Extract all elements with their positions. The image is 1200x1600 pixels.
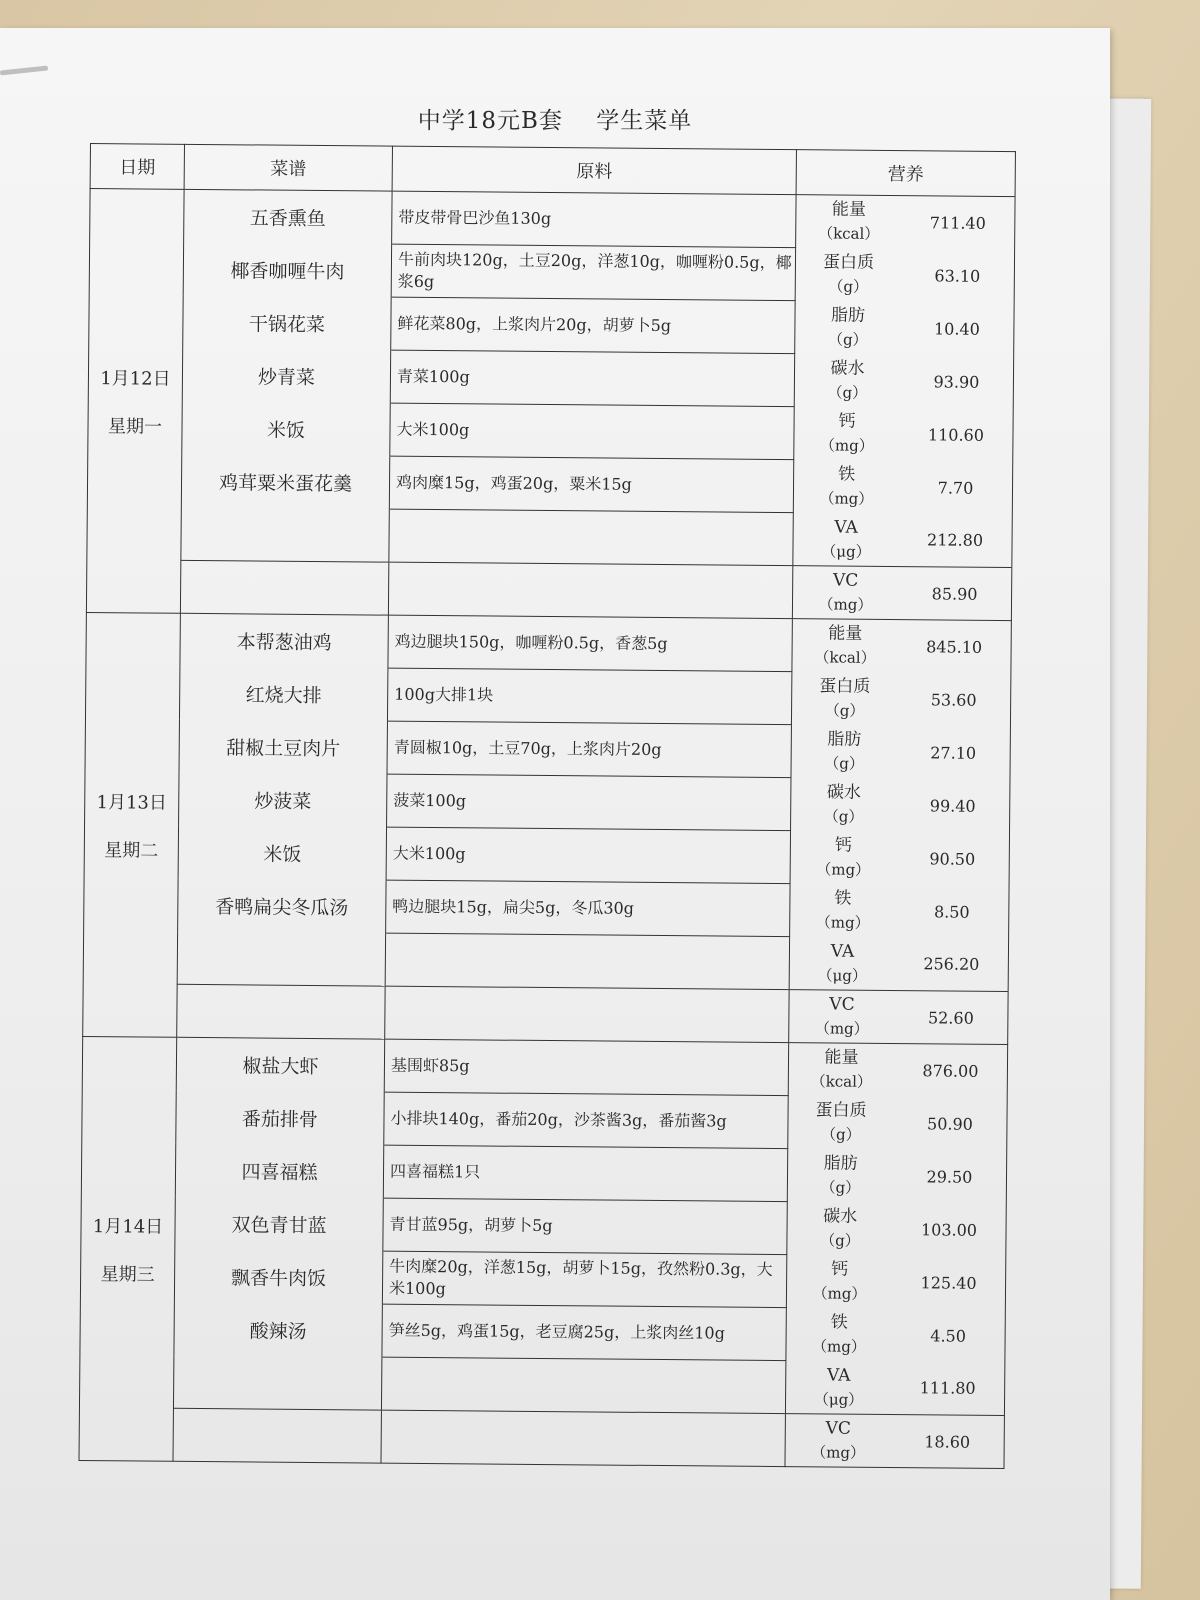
nutrient-label: [795, 303, 900, 352]
nutrition-entry: [796, 248, 1014, 302]
nutrient-unit: （mg）: [812, 1284, 867, 1303]
nutrient-label: [790, 886, 895, 935]
nutrition-cell: [792, 619, 1011, 674]
table-row: [88, 347, 1013, 408]
ingredients: 青菜100g: [390, 350, 794, 407]
nutrient-name: 脂肪: [827, 729, 862, 750]
table-row: [85, 718, 1010, 779]
nutrient-unit: （mg）: [815, 913, 870, 932]
nutrient-name: 脂肪: [830, 305, 866, 326]
ingredients: 大米100g: [386, 827, 790, 884]
nutrition-cell: [786, 1308, 1005, 1363]
nutrient-unit: （g）: [827, 330, 868, 349]
nutrient-name: 蛋白质: [822, 252, 875, 273]
nutrition-cell: [789, 990, 1008, 1045]
nutrient-name: 铁: [830, 1312, 848, 1333]
nutrient-value: 50.90: [926, 1113, 973, 1134]
nutrition-entry: [789, 1043, 1007, 1097]
nutrient-name: 能量: [824, 1047, 859, 1068]
nutrient-name: VC: [825, 1418, 852, 1439]
nutrition-cell: [796, 195, 1015, 250]
dish-name: [173, 1355, 381, 1410]
table-row: [85, 771, 1010, 832]
nutrient-value: 110.60: [927, 424, 985, 445]
dish-name: 红烧大排: [179, 666, 387, 721]
nutrient-label: [788, 1151, 893, 1200]
ingredients: 100g大排1块: [387, 668, 791, 725]
ingredients: 大米100g: [390, 403, 794, 460]
dish-name: 本帮葱油鸡: [180, 613, 388, 668]
nutrient-name: 钙: [838, 411, 856, 432]
nutrition-cell: [787, 1202, 1006, 1257]
nutrition-entry: [790, 884, 1008, 938]
nutrition-cell: [795, 301, 1014, 356]
dish-name: [181, 507, 389, 562]
nutrient-unit: （g）: [827, 383, 868, 402]
nutrition-cell: [791, 778, 1010, 833]
nutrition-entry: [793, 566, 1011, 620]
nutrient-label: [791, 833, 896, 882]
dish-name: 飘香牛肉饭: [174, 1249, 382, 1304]
nutrient-name: VA: [830, 941, 855, 962]
menu-body: [79, 189, 1015, 1469]
nutrition-entry: [796, 195, 1014, 249]
nutrient-value: 10.40: [933, 318, 980, 339]
nutrition-cell: [794, 407, 1013, 462]
table-row: [87, 506, 1012, 567]
date-label: 1月14日: [92, 1215, 164, 1238]
nutrition-entry: [791, 831, 1009, 885]
ingredients: 带皮带骨巴沙鱼130g: [392, 191, 796, 248]
nutrition-entry: [794, 407, 1012, 461]
nutrient-label: [795, 356, 900, 405]
nutrition-entry: [795, 301, 1013, 355]
ingredients: 鲜花菜80g，上浆肉片20g，胡萝卜5g: [391, 297, 795, 354]
nutrient-label: [793, 515, 898, 564]
nutrient-value: 256.20: [923, 954, 980, 975]
table-row: [86, 559, 1011, 620]
ingredients: 基围虾85g: [384, 1039, 788, 1096]
nutrient-name: VA: [834, 517, 858, 538]
nutrient-unit: （g）: [824, 754, 864, 773]
page-title: 中学18元B套 学生菜单: [417, 108, 693, 134]
nutrient-label: [786, 1310, 891, 1359]
dish-name: 米饭: [178, 825, 386, 880]
ingredients: [389, 509, 793, 566]
nutrient-name: 能量: [828, 623, 863, 645]
nutrition-cell: [787, 1149, 1006, 1204]
nutrient-value: 93.90: [933, 371, 980, 392]
nutrient-unit: （mg）: [812, 1337, 867, 1356]
header-ingredients: 原料: [392, 146, 796, 195]
nutrient-value: 18.60: [924, 1431, 971, 1452]
nutrition-cell: [786, 1255, 1005, 1310]
nutrient-value: 711.40: [929, 213, 986, 233]
nutrition-cell: [795, 248, 1014, 303]
nutrient-unit: （mg）: [819, 489, 874, 508]
ingredients: 青圆椒10g，土豆70g，上浆肉片20g: [387, 721, 791, 778]
nutrient-label: [786, 1363, 891, 1412]
nutrient-value: 52.60: [927, 1007, 974, 1028]
dish-name: [177, 984, 385, 1039]
nutrition-entry: [794, 460, 1012, 514]
ingredients: [381, 1410, 785, 1467]
dish-name: 番茄排骨: [176, 1090, 384, 1145]
nutrient-label: [793, 568, 898, 617]
dish-name: [180, 560, 388, 615]
nutrition-cell: [788, 1043, 1007, 1098]
table-row: [81, 1142, 1006, 1203]
nutrition-cell: [791, 672, 1010, 727]
nutrition-entry: [792, 619, 1010, 673]
table-row: [85, 665, 1010, 726]
nutrient-unit: （mg）: [811, 1443, 866, 1462]
table-row: [80, 1248, 1005, 1309]
nutrient-unit: （g）: [824, 701, 865, 720]
dish-name: [177, 931, 385, 986]
nutrition-cell: [785, 1361, 1004, 1416]
header-date: 日期: [90, 144, 184, 190]
nutrition-entry: [795, 354, 1013, 408]
table-row: [80, 1301, 1005, 1362]
ingredients: 鸡边腿块150g，咖喱粉0.5g，香葱5g: [388, 615, 792, 672]
ingredients: 菠菜100g: [387, 774, 791, 831]
nutrient-label: [791, 780, 896, 829]
table-row: [82, 1089, 1007, 1150]
dish-name: 五香熏鱼: [184, 189, 392, 244]
nutrient-value: 63.10: [934, 265, 981, 286]
ingredients: 鸭边腿块15g，扁尖5g，冬瓜30g: [386, 880, 790, 937]
nutrient-name: 蛋白质: [819, 676, 871, 697]
header-dish: 菜谱: [184, 144, 392, 191]
nutrient-value: 7.70: [937, 477, 974, 498]
table-row: [86, 612, 1011, 673]
table-row: [81, 1195, 1006, 1256]
nutrient-unit: （μg）: [821, 542, 871, 561]
nutrition-entry: [792, 672, 1010, 726]
nutrient-unit: （mg）: [819, 436, 874, 455]
nutrient-value: 125.40: [920, 1272, 977, 1293]
weekday-label: 星期二: [104, 839, 159, 862]
nutrient-label: [792, 727, 897, 776]
nutrient-label: [792, 674, 897, 723]
nutrition-cell: [793, 460, 1012, 515]
table-row: [84, 824, 1009, 885]
ingredients: [381, 1357, 785, 1414]
nutrient-unit: （mg）: [818, 595, 873, 614]
nutrient-value: 53.60: [930, 689, 977, 710]
nutrition-cell: [792, 566, 1011, 621]
table-row: [83, 930, 1008, 991]
nutrient-value: 111.80: [919, 1378, 976, 1399]
dish-name: 甜椒土豆肉片: [179, 719, 387, 774]
nutrient-label: [792, 621, 897, 670]
nutrient-name: 铁: [838, 464, 856, 485]
nutrition-cell: [791, 725, 1010, 780]
nutrient-value: 845.10: [926, 637, 983, 657]
nutrient-value: 4.50: [930, 1325, 967, 1346]
ingredients: 牛肉糜20g，洋葱15g，胡萝卜15g，孜然粉0.3g，大米100g: [382, 1251, 786, 1308]
nutrient-label: [787, 1257, 892, 1306]
nutrient-unit: （μg）: [813, 1390, 864, 1409]
dish-name: 炒菠菜: [179, 772, 387, 827]
nutrient-name: 碳水: [823, 1206, 858, 1227]
nutrient-value: 8.50: [933, 901, 970, 922]
ingredients: [385, 933, 789, 990]
nutrient-name: 钙: [831, 1259, 849, 1280]
ingredients: 鸡肉糜15g，鸡蛋20g，粟米15g: [389, 456, 793, 513]
dish-name: 干锅花菜: [183, 295, 391, 350]
nutrient-label: [789, 992, 894, 1041]
nutrient-name: 铁: [834, 888, 852, 909]
nutrition-cell: [794, 354, 1013, 409]
nutrient-label: [796, 250, 901, 299]
nutrition-entry: [787, 1255, 1005, 1309]
nutrient-value: 212.80: [926, 530, 984, 551]
nutrient-unit: （kcal）: [814, 648, 876, 668]
nutrition-entry: [786, 1361, 1004, 1415]
nutrient-name: 蛋白质: [815, 1100, 867, 1121]
nutrient-value: 29.50: [926, 1166, 973, 1187]
table-row: [83, 983, 1008, 1044]
nutrient-value: 103.00: [920, 1219, 978, 1240]
dish-name: 椒盐大虾: [176, 1037, 384, 1092]
nutrient-value: 27.10: [930, 742, 977, 763]
nutrition-entry: [786, 1308, 1004, 1362]
ingredients: 青甘蓝95g，胡萝卜5g: [383, 1198, 787, 1255]
ingredients: [388, 562, 792, 619]
nutrient-name: VC: [832, 570, 859, 591]
nutrient-name: VC: [829, 994, 855, 1015]
nutrient-name: 钙: [834, 835, 852, 856]
nutrient-unit: （mg）: [814, 1019, 869, 1038]
date-label: 1月13日: [96, 791, 168, 814]
ingredients: 小排块140g，番茄20g，沙茶酱3g，番茄酱3g: [384, 1092, 788, 1149]
table-row: [87, 453, 1012, 514]
ingredients: 四喜福糕1只: [383, 1145, 787, 1202]
table-row: [79, 1354, 1004, 1415]
ingredients: 笋丝5g，鸡蛋15g，老豆腐25g，上浆肉丝10g: [382, 1304, 786, 1361]
nutrition-entry: [793, 513, 1011, 567]
nutrition-entry: [788, 1149, 1006, 1203]
ingredients: [385, 986, 789, 1043]
table-row: [89, 242, 1014, 303]
table-row: [88, 400, 1013, 461]
table-row: [79, 1407, 1004, 1468]
header-nutrition: 营养: [796, 150, 1015, 197]
nutrient-label: [794, 409, 899, 458]
nutrient-label: [788, 1098, 893, 1147]
nutrition-cell: [790, 831, 1009, 886]
table-row: [90, 189, 1015, 250]
table-header-row: [90, 144, 1015, 197]
nutrition-cell: [793, 513, 1012, 568]
nutrient-name: 脂肪: [823, 1153, 858, 1174]
table-row: [89, 294, 1014, 355]
weekday-label: 星期一: [107, 415, 163, 438]
nutrient-label: [790, 939, 895, 988]
nutrient-name: VA: [826, 1365, 851, 1386]
dish-name: 双色青甘蓝: [175, 1196, 383, 1251]
nutrient-value: 876.00: [922, 1061, 979, 1081]
dish-name: 米饭: [182, 401, 390, 456]
nutrient-unit: （kcal）: [810, 1072, 873, 1092]
dish-name: 椰香咖喱牛肉: [183, 242, 391, 297]
nutrition-entry: [790, 937, 1008, 991]
table-row: [84, 877, 1009, 938]
nutrient-label: [785, 1416, 890, 1465]
dish-name: 四喜福糕: [175, 1143, 383, 1198]
nutrient-label: [787, 1204, 892, 1253]
nutrition-cell: [785, 1414, 1004, 1469]
table-row: [82, 1036, 1007, 1097]
weekday-label: 星期三: [100, 1263, 155, 1286]
nutrition-cell: [789, 937, 1008, 992]
nutrition-entry: [789, 990, 1007, 1044]
nutrient-name: 碳水: [830, 358, 865, 379]
nutrient-unit: （kcal）: [818, 224, 880, 244]
nutrient-unit: （g）: [820, 1231, 860, 1250]
dish-name: 炒青菜: [182, 348, 390, 403]
nutrient-value: 99.40: [929, 795, 976, 816]
ingredients: 牛前肉块120g，土豆20g，洋葱10g，咖喱粉0.5g，椰浆6g: [391, 244, 795, 301]
nutrition-entry: [788, 1096, 1006, 1150]
nutrient-value: 85.90: [931, 583, 978, 604]
nutrition-entry: [787, 1202, 1005, 1256]
nutrient-label: [789, 1045, 894, 1094]
nutrition-entry: [791, 725, 1009, 779]
nutrient-label: [794, 462, 899, 511]
dish-name: [173, 1408, 381, 1463]
nutrition-entry: [791, 778, 1009, 832]
nutrient-unit: （μg）: [817, 966, 868, 985]
nutrition-cell: [788, 1096, 1007, 1151]
nutrient-label: [796, 197, 901, 246]
nutrient-unit: （g）: [820, 1178, 861, 1197]
nutrient-name: 能量: [831, 199, 867, 221]
nutrient-unit: （g）: [820, 1125, 861, 1144]
nutrition-cell: [790, 884, 1009, 939]
nutrient-unit: （g）: [823, 807, 864, 826]
dish-name: 香鸭扁尖冬瓜汤: [178, 878, 386, 933]
nutrient-value: 90.50: [929, 848, 976, 869]
date-label: 1月12日: [100, 367, 171, 390]
dish-name: 鸡茸粟米蛋花羹: [181, 454, 389, 509]
nutrition-entry: [785, 1414, 1003, 1468]
nutrient-name: 碳水: [826, 782, 861, 803]
dish-name: 酸辣汤: [174, 1302, 382, 1357]
nutrient-unit: （g）: [828, 277, 869, 296]
nutrient-unit: （mg）: [816, 860, 871, 879]
day-cell: [86, 189, 184, 614]
day-cell: [83, 612, 181, 1037]
day-cell: [79, 1036, 177, 1461]
menu-table: [78, 143, 1015, 1469]
